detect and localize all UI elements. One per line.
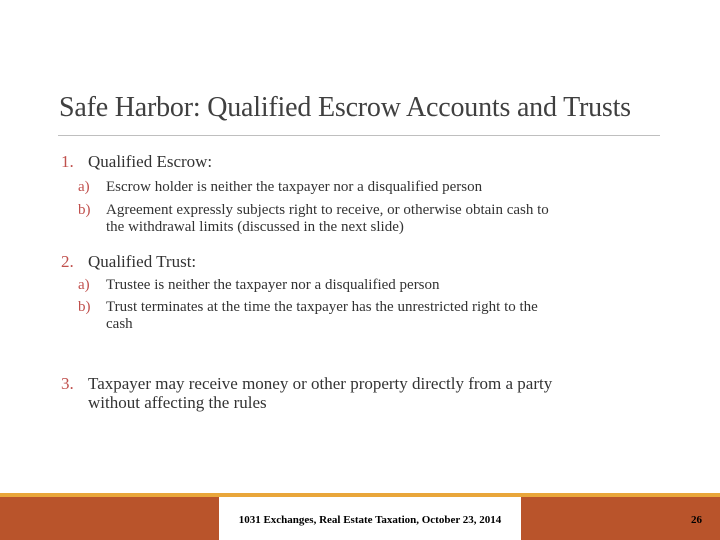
list-item-line: Taxpayer may receive money or other property directly from a party	[88, 374, 553, 393]
list-item-3	[61, 374, 552, 412]
list-number: 3.	[61, 374, 74, 393]
sub-item-1b	[78, 202, 549, 236]
footer-text: 1031 Exchanges, Real Estate Taxation, October 23, 2014	[238, 514, 502, 526]
slide-title: Safe Harbor: Qualified Escrow Accounts and Trusts	[59, 92, 631, 123]
page-number: 26	[691, 514, 702, 526]
list-item-1	[61, 152, 212, 172]
list-item-text	[88, 374, 552, 412]
sub-item-line: Agreement expressly subjects right to receive, or otherwise obtain cash to	[106, 202, 549, 218]
sub-item-2b	[78, 299, 538, 333]
sub-item-1a	[78, 179, 482, 196]
sub-item-letter: a)	[78, 277, 90, 293]
list-item-text: Qualified Trust:	[88, 252, 197, 271]
list-number: 1.	[61, 152, 74, 171]
title-divider	[58, 135, 660, 136]
sub-item-letter: b)	[78, 202, 91, 218]
sub-item-line: Trust terminates at the time the taxpayer has the unrestricted right to the	[106, 299, 538, 315]
sub-item-text	[106, 202, 549, 236]
list-number: 2.	[61, 252, 74, 271]
sub-item-text: Escrow holder is neither the taxpayer nor a disqualified person	[106, 179, 483, 195]
sub-item-text	[106, 299, 538, 333]
sub-item-letter: a)	[78, 179, 90, 195]
sub-item-text: Trustee is neither the taxpayer nor a disqualified person	[106, 277, 440, 293]
list-item-line: without affecting the rules	[88, 393, 267, 412]
list-item-2	[61, 252, 196, 272]
sub-item-line: the withdrawal limits (discussed in the next slide)	[106, 219, 404, 235]
list-item-text: Qualified Escrow:	[88, 152, 213, 171]
sub-item-2a	[78, 277, 440, 294]
sub-item-letter: b)	[78, 299, 91, 315]
sub-item-line: cash	[106, 316, 133, 332]
